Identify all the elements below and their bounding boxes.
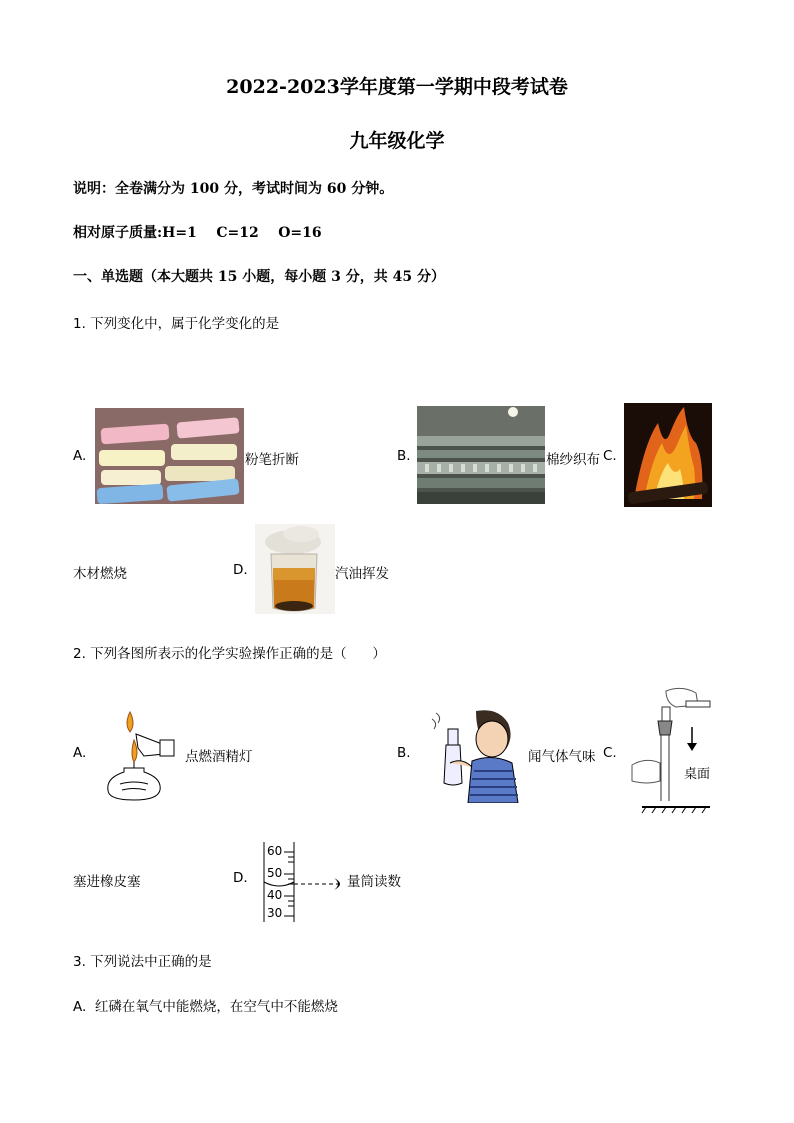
exam-subtitle: 九年级化学	[349, 130, 445, 152]
q1-stem: 1. 下列变化中，属于化学变化的是	[73, 316, 280, 332]
q3-option-a: A. 红磷在氧气中能燃烧，在空气中不能燃烧	[73, 999, 338, 1015]
q1-option-d-label: D.	[233, 562, 248, 578]
smell-gas-image	[428, 705, 520, 803]
q2-option-b-label: B.	[397, 745, 411, 761]
q1-option-c-text: 木材燃烧	[73, 566, 127, 582]
q2-stem: 2. 下列各图所表示的化学实验操作正确的是（ ）	[73, 646, 386, 662]
desk-label: 桌面	[684, 767, 711, 782]
q2-option-d-label: D.	[233, 870, 248, 886]
chalk-image	[95, 408, 244, 504]
q2-option-c-label: C.	[603, 745, 617, 761]
exam-note: 说明：全卷满分为 100 分，考试时间为 60 分钟。	[73, 181, 394, 197]
cylinder-tick-30: 30	[267, 906, 283, 920]
cylinder-tick-50: 50	[267, 866, 283, 880]
q1-option-b-text: 棉纱织布	[546, 452, 600, 468]
cylinder-tick-40: 40	[267, 888, 283, 902]
q1-option-c-label: C.	[603, 448, 617, 464]
wood-fire-image	[624, 403, 712, 507]
spinning-mill-image	[417, 406, 545, 504]
graduated-cylinder-image	[258, 840, 348, 924]
section-heading: 一、单选题（本大题共 15 小题，每小题 3 分，共 45 分）	[73, 269, 445, 285]
q2-option-c-text: 塞进橡皮塞	[73, 874, 141, 890]
cylinder-tick-60: 60	[267, 844, 283, 858]
q1-option-a-label: A.	[73, 448, 87, 464]
atomic-mass-line: 相对原子质量:H=1 C=12 O=16	[73, 225, 322, 241]
q3-stem: 3. 下列说法中正确的是	[73, 954, 212, 970]
rubber-stopper-image	[626, 685, 716, 815]
q1-option-a-text: 粉笔折断	[245, 452, 299, 468]
exam-title: 2022-2023学年度第一学期中段考试卷	[226, 76, 568, 98]
q2-option-a-label: A.	[73, 745, 87, 761]
q2-option-d-text: 量筒读数	[347, 874, 401, 890]
q2-option-a-text: 点燃酒精灯	[185, 749, 253, 765]
q1-option-b-label: B.	[397, 448, 411, 464]
q1-option-d-text: 汽油挥发	[335, 566, 389, 582]
q2-option-b-text: 闻气体气味	[528, 749, 596, 765]
alcohol-lamp-image	[100, 710, 184, 802]
gasoline-beaker-image	[255, 524, 335, 614]
